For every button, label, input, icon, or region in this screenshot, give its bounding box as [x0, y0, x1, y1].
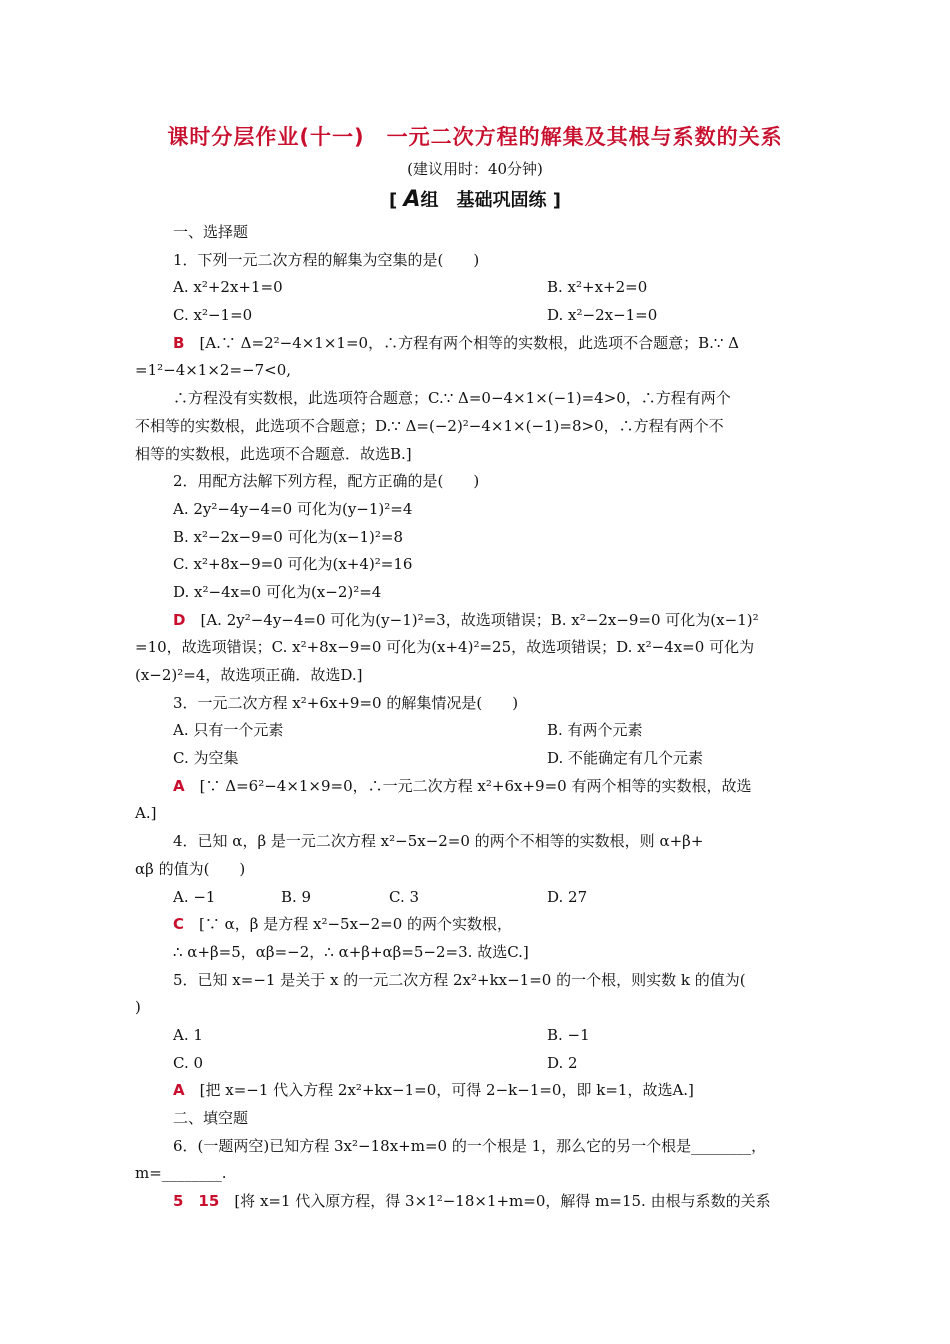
answer-letter: C — [173, 915, 185, 934]
option-d: D. x²−4x=0 可化为(x−2)²=4 — [173, 582, 382, 601]
question-5-stem: 5．已知 x=−1 是关于 x 的一元二次方程 2x²+kx−1=0 的一个根，则实数 k 的值为( — [173, 970, 746, 989]
question-6-answer — [135, 1188, 815, 1216]
explanation-text: [∵ α，β 是方程 x²−5x−2=0 的两个实数根， — [199, 915, 513, 934]
question-5-options-row — [135, 1022, 815, 1050]
answer-letter: A — [173, 1081, 185, 1100]
option-b: B. x²+x+2=0 — [547, 278, 648, 297]
question-2-stem: 2．用配方法解下列方程，配方正确的是( ) — [173, 472, 480, 491]
question-2-answer — [135, 607, 815, 635]
question-4-stem-continued: αβ 的值为( ) — [135, 859, 246, 878]
group-letter: A — [403, 187, 421, 212]
document-content — [135, 219, 815, 1216]
option-b: B. 有两个元素 — [547, 721, 643, 740]
question-4-answer — [135, 911, 815, 939]
explanation-text: [A. 2y²−4y−4=0 可化为(y−1)²=3，故选项错误；B. x²−2x−9=0 可化为(x−1)² — [200, 610, 759, 629]
explanation-text: [将 x=1 代入原方程，得 3×1²−18×1+m=0，解得 m=15. 由根与系数的关系 — [234, 1192, 771, 1211]
explanation-line: =1²−4×1×2=−7<0, — [135, 361, 292, 380]
explanation-text: [∵ Δ=6²−4×1×9=0，∴一元二次方程 x²+6x+9=0 有两个相等的实数根，故选 — [199, 776, 752, 795]
question-5-answer — [135, 1077, 815, 1105]
question-1-stem: 1．下列一元二次方程的解集为空集的是( ) — [173, 250, 480, 269]
question-3-answer — [135, 773, 815, 801]
question-1-options-row — [135, 302, 815, 330]
option-c: C. 为空集 — [173, 749, 239, 768]
option-b: B. x²−2x−9=0 可化为(x−1)²=8 — [173, 527, 403, 546]
option-d: D. 27 — [547, 887, 588, 906]
page-subtitle: (建议用时：40分钟) — [407, 160, 543, 178]
answer-letter: D — [173, 610, 186, 629]
option-b: B. −1 — [547, 1025, 590, 1044]
section-heading: 二、填空题 — [173, 1109, 249, 1127]
option-a: A. −1 — [173, 887, 216, 906]
option-a: A. 2y²−4y−4=0 可化为(y−1)²=4 — [173, 499, 413, 518]
option-c: C. x²−1=0 — [173, 306, 253, 325]
section-heading: 一、选择题 — [173, 223, 249, 241]
option-a: A. 只有一个元素 — [173, 721, 284, 740]
option-a: A. x²+2x+1=0 — [173, 278, 283, 297]
question-4-options-row — [135, 884, 815, 912]
explanation-text: [把 x=−1 代入方程 2x²+kx−1=0，可得 2−k−1=0，即 k=1，故选A.] — [199, 1081, 694, 1100]
explanation-line: ∴方程没有实数根，此选项符合题意；C.∵ Δ=0−4×1×(−1)=4>0，∴方程有两个 — [173, 389, 731, 408]
explanation-line: A.] — [135, 804, 157, 823]
explanation-line: 不相等的实数根，此选项不合题意；D.∵ Δ=(−2)²−4×1×(−1)=8>0，∴方程有两个不 — [135, 416, 724, 435]
question-6-stem: 6．(一题两空)已知方程 3x²−18x+m=0 的一个根是 1，那么它的另一个根是________， — [173, 1136, 767, 1155]
question-1-options-row — [135, 274, 815, 302]
option-d: D. 不能确定有几个元素 — [547, 749, 704, 768]
option-c: C. x²+8x−9=0 可化为(x+4)²=16 — [173, 555, 413, 574]
explanation-line: ∴ α+β=5，αβ=−2，∴ α+β+αβ=5−2=3. 故选C.] — [173, 942, 529, 961]
question-3-options-row — [135, 745, 815, 773]
question-5-options-row — [135, 1050, 815, 1078]
group-label: 组 基础巩固练 — [420, 190, 547, 211]
answer-letter: A — [173, 776, 185, 795]
bracket-left: [ — [388, 190, 398, 211]
option-a: A. 1 — [173, 1025, 203, 1044]
explanation-text: [A.∵ Δ=2²−4×1×1=0，∴方程有两个相等的实数根，此选项不合题意；B.∵ Δ — [199, 333, 740, 352]
page-title: 课时分层作业(十一) 一元二次方程的解集及其根与系数的关系 — [167, 125, 783, 149]
option-d: D. x²−2x−1=0 — [547, 306, 658, 325]
explanation-line: =10，故选项错误；C. x²+8x−9=0 可化为(x+4)²=25，故选项错误；D. x²−4x=0 可化为 — [135, 638, 755, 657]
option-c: C. 3 — [389, 887, 420, 906]
question-3-stem: 3．一元二次方程 x²+6x+9=0 的解集情况是( ) — [173, 693, 519, 712]
explanation-line: (x−2)²=4，故选项正确．故选D.] — [135, 666, 363, 684]
question-3-options-row — [135, 717, 815, 745]
question-1-answer — [135, 330, 815, 358]
question-6-stem-continued: m=________. — [135, 1164, 227, 1183]
option-c: C. 0 — [173, 1053, 204, 1072]
answer-letter: B — [173, 333, 185, 352]
explanation-line: 相等的实数根，此选项不合题意．故选B.] — [135, 444, 412, 463]
question-4-stem: 4．已知 α，β 是一元二次方程 x²−5x−2=0 的两个不相等的实数根，则 α+β+ — [173, 832, 704, 851]
question-5-stem-continued: ) — [135, 998, 141, 1017]
bracket-right: ] — [552, 190, 562, 211]
option-b: B. 9 — [281, 887, 312, 906]
answer-values: 5 15 — [173, 1192, 220, 1211]
group-heading — [0, 186, 950, 212]
option-d: D. 2 — [547, 1053, 578, 1072]
